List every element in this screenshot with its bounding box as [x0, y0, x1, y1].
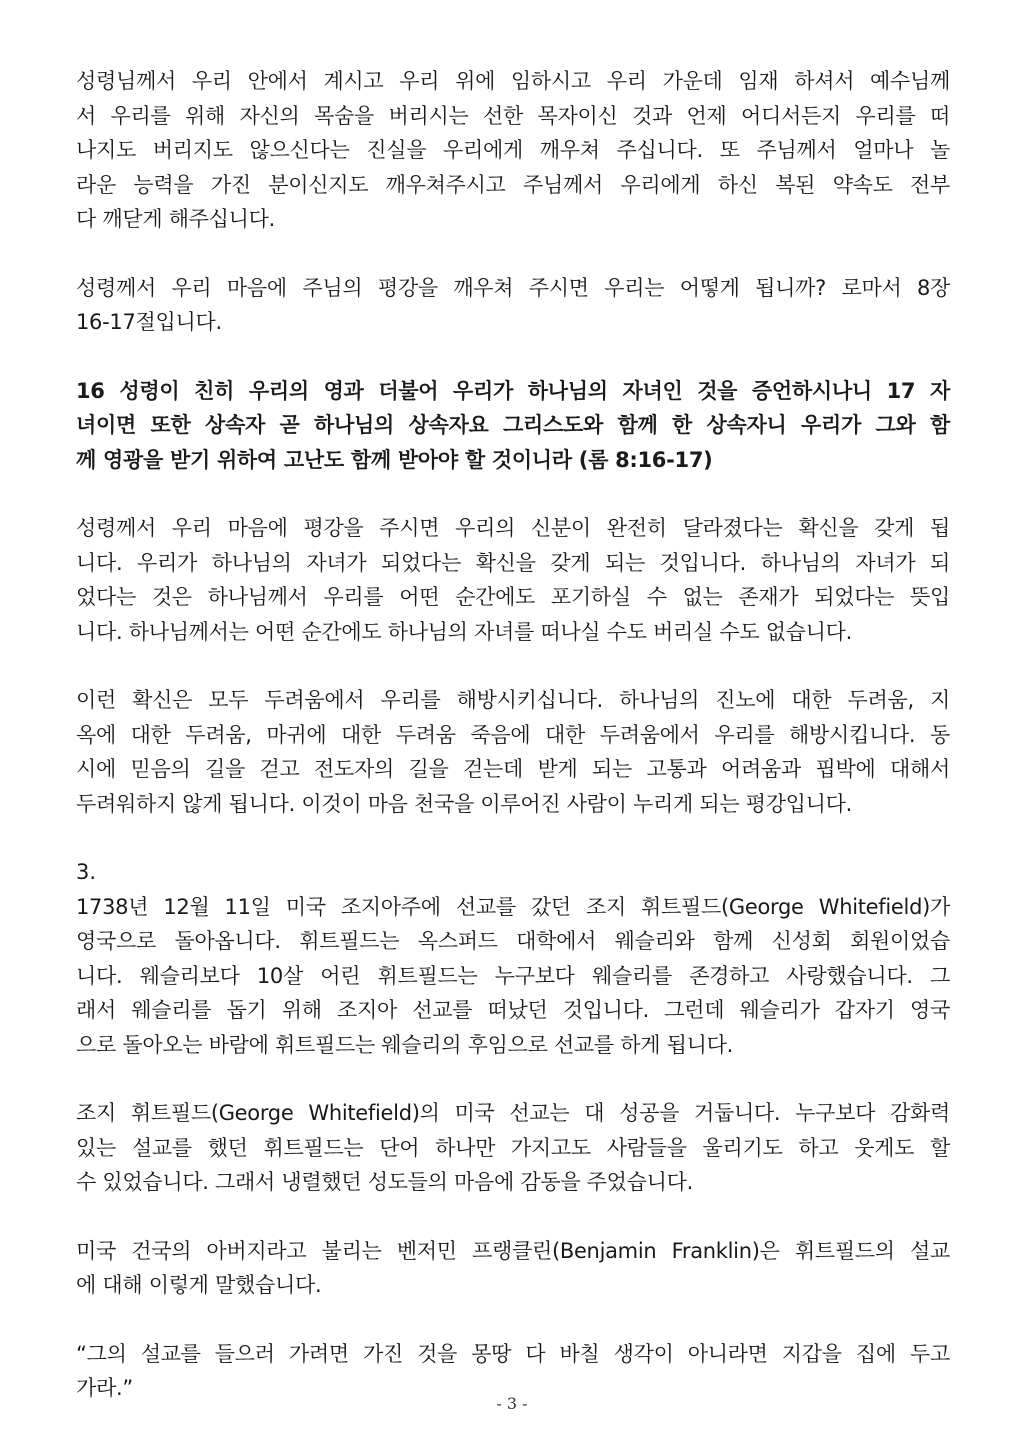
- text-line: 이런 확신은 모두 두려움에서 우리를 해방시키십니다. 하나님의 진노에 대한 두려움, 지: [76, 688, 950, 712]
- text-line: 16 성령이 친히 우리의 영과 더불어 우리가 하나님의 자녀인 것을 증언하시나니 17 자: [76, 378, 950, 403]
- text-line: 시에 믿음의 길을 걷고 전도자의 길을 걷는데 받게 되는 고통과 어려움과 핍박에 대해서: [76, 757, 950, 781]
- text-line: “그의 설교를 들으러 가려면 가진 것을 몽땅 다 바칠 생각이 아니라면 지갑을 집에 두고: [76, 1341, 950, 1366]
- scripture-quote-romans-8: [76, 374, 950, 478]
- paragraph-whitefield-success: [76, 1096, 950, 1200]
- paragraph-holy-spirit-shepherd: [76, 64, 950, 237]
- text-line: 옥에 대한 두려움, 마귀에 대한 두려움 죽음에 대한 두려움에서 우리를 해방시킵니다. 동: [76, 722, 950, 747]
- text-line: 1738년 12월 11일 미국 조지아주에 선교를 갔던 조지 휘트필드(George Whitefield)가: [76, 894, 950, 919]
- text-line: 가라.”: [76, 1376, 133, 1400]
- text-line: 으로 돌아오는 바람에 휘트필드는 웨슬리의 후임으로 선교를 하게 됩니다.: [76, 1032, 733, 1057]
- text-line: 나지도 버리지도 않으신다는 진실을 우리에게 깨우쳐 주십니다. 또 주님께서 얼마나 놀: [76, 138, 950, 162]
- text-line: 성령님께서 우리 안에서 계시고 우리 위에 임하시고 우리 가운데 임재 하셔서 예수님께: [76, 69, 950, 93]
- text-line: 조지 휘트필드(George Whitefield)의 미국 선교는 대 성공을 거둡니다. 누구보다 감화력: [76, 1101, 950, 1125]
- text-line: 라운 능력을 가진 분이신지도 깨우쳐주시고 주님께서 우리에게 하신 복된 약속도 전부: [76, 172, 950, 197]
- paragraph-franklin-intro: [76, 1234, 950, 1303]
- text-line: 성령께서 우리 마음에 평강을 주시면 우리의 신분이 완전히 달라졌다는 확신을 갖게 됩: [76, 516, 950, 540]
- paragraph-question-romans: [76, 271, 950, 340]
- paragraph-whitefield-return: [76, 890, 950, 1063]
- text-line: 에 대해 이렇게 말했습니다.: [76, 1273, 322, 1297]
- paragraph-freedom-from-fear: [76, 683, 950, 821]
- text-line: 니다. 웨슬리보다 10살 어린 휘트필드는 누구보다 웨슬리를 존경하고 사랑했습니다. 그: [76, 963, 950, 988]
- paragraph-children-of-god: [76, 511, 950, 649]
- text-line: 16-17절입니다.: [76, 310, 222, 334]
- text-line: 서 우리를 위해 자신의 목숨을 버리시는 선한 목자이신 것과 언제 어디서든지 우리를 떠: [76, 103, 950, 128]
- text-line: 었다는 것은 하나님께서 우리를 어떤 순간에도 포기하실 수 없는 존재가 되었다는 뜻입: [76, 585, 950, 609]
- text-line: 미국 건국의 아버지라고 불리는 벤저민 프랭클린(Benjamin Franklin)은 휘트필드의 설교: [76, 1238, 950, 1263]
- text-line: 래서 웨슬리를 돕기 위해 조지아 선교를 떠났던 것입니다. 그런데 웨슬리가 갑자기 영국: [76, 998, 950, 1022]
- text-line: 있는 설교를 했던 휘트필드는 단어 하나만 가지고도 사람들을 울리기도 하고 웃게도 할: [76, 1135, 950, 1160]
- page-number: - 3 -: [496, 1394, 528, 1413]
- document-page: [76, 64, 950, 1440]
- section-number: 3.: [76, 860, 97, 884]
- text-line: 께 영광을 받기 위하여 고난도 함께 받아야 할 것이니라 (롬 8:16-17): [76, 447, 713, 472]
- text-line: 영국으로 돌아옵니다. 휘트필드는 옥스퍼드 대학에서 웨슬리와 함께 신성회 회원이었습: [76, 929, 950, 953]
- text-line: 니다. 우리가 하나님의 자녀가 되었다는 확신을 갖게 되는 것입니다. 하나님의 자녀가 되: [76, 550, 950, 575]
- text-line: 니다. 하나님께서는 어떤 순간에도 하나님의 자녀를 떠나실 수도 버리실 수도 없습니다.: [76, 619, 853, 644]
- text-line: 성령께서 우리 마음에 주님의 평강을 깨우쳐 주시면 우리는 어떻게 됩니까? 로마서 8장: [76, 275, 950, 300]
- section-3: [76, 855, 950, 1406]
- text-line: 다 깨닫게 해주십니다.: [76, 207, 275, 231]
- text-line: 두려워하지 않게 됩니다. 이것이 마음 천국을 이루어진 사람이 누리게 되는 평강입니다.: [76, 791, 853, 816]
- text-line: 수 있었습니다. 그래서 냉렬했던 성도들의 마음에 감동을 주었습니다.: [76, 1170, 693, 1194]
- text-line: 녀이면 또한 상속자 곧 하나님의 상속자요 그리스도와 함께 한 상속자니 우리가 그와 함: [76, 413, 950, 437]
